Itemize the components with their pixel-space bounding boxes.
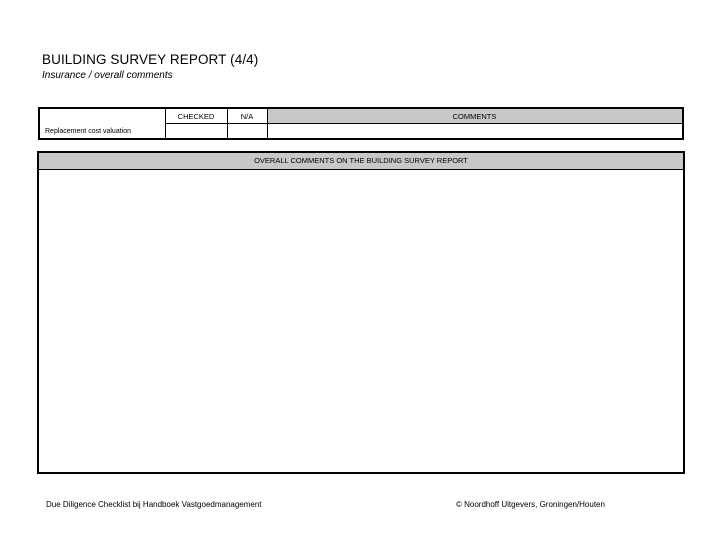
overall-comments-area[interactable]	[39, 170, 683, 472]
column-header-na: N/A	[240, 112, 254, 121]
table-divider	[267, 109, 268, 138]
column-header-checked: CHECKED	[177, 112, 215, 121]
page-title: BUILDING SURVEY REPORT (4/4)	[42, 52, 259, 67]
checklist-table	[38, 107, 684, 140]
overall-comments-heading: OVERALL COMMENTS ON THE BUILDING SURVEY REPORT	[39, 153, 683, 170]
column-header-comments: COMMENTS	[267, 109, 682, 124]
na-cell[interactable]	[227, 124, 267, 140]
checked-cell[interactable]	[165, 124, 227, 140]
table-divider	[165, 123, 682, 124]
comments-cell[interactable]	[267, 124, 682, 140]
row-label-replacement-cost: Replacement cost valuation	[45, 128, 131, 135]
table-divider	[227, 109, 228, 138]
footer-source: Due Diligence Checklist bij Handboek Vastgoedmanagement	[46, 500, 262, 509]
table-divider	[165, 109, 166, 138]
overall-comments-box	[37, 151, 685, 474]
page-subtitle: Insurance / overall comments	[42, 70, 173, 81]
footer-copyright: © Noordhoff Uitgevers, Groningen/Houten	[456, 500, 605, 509]
